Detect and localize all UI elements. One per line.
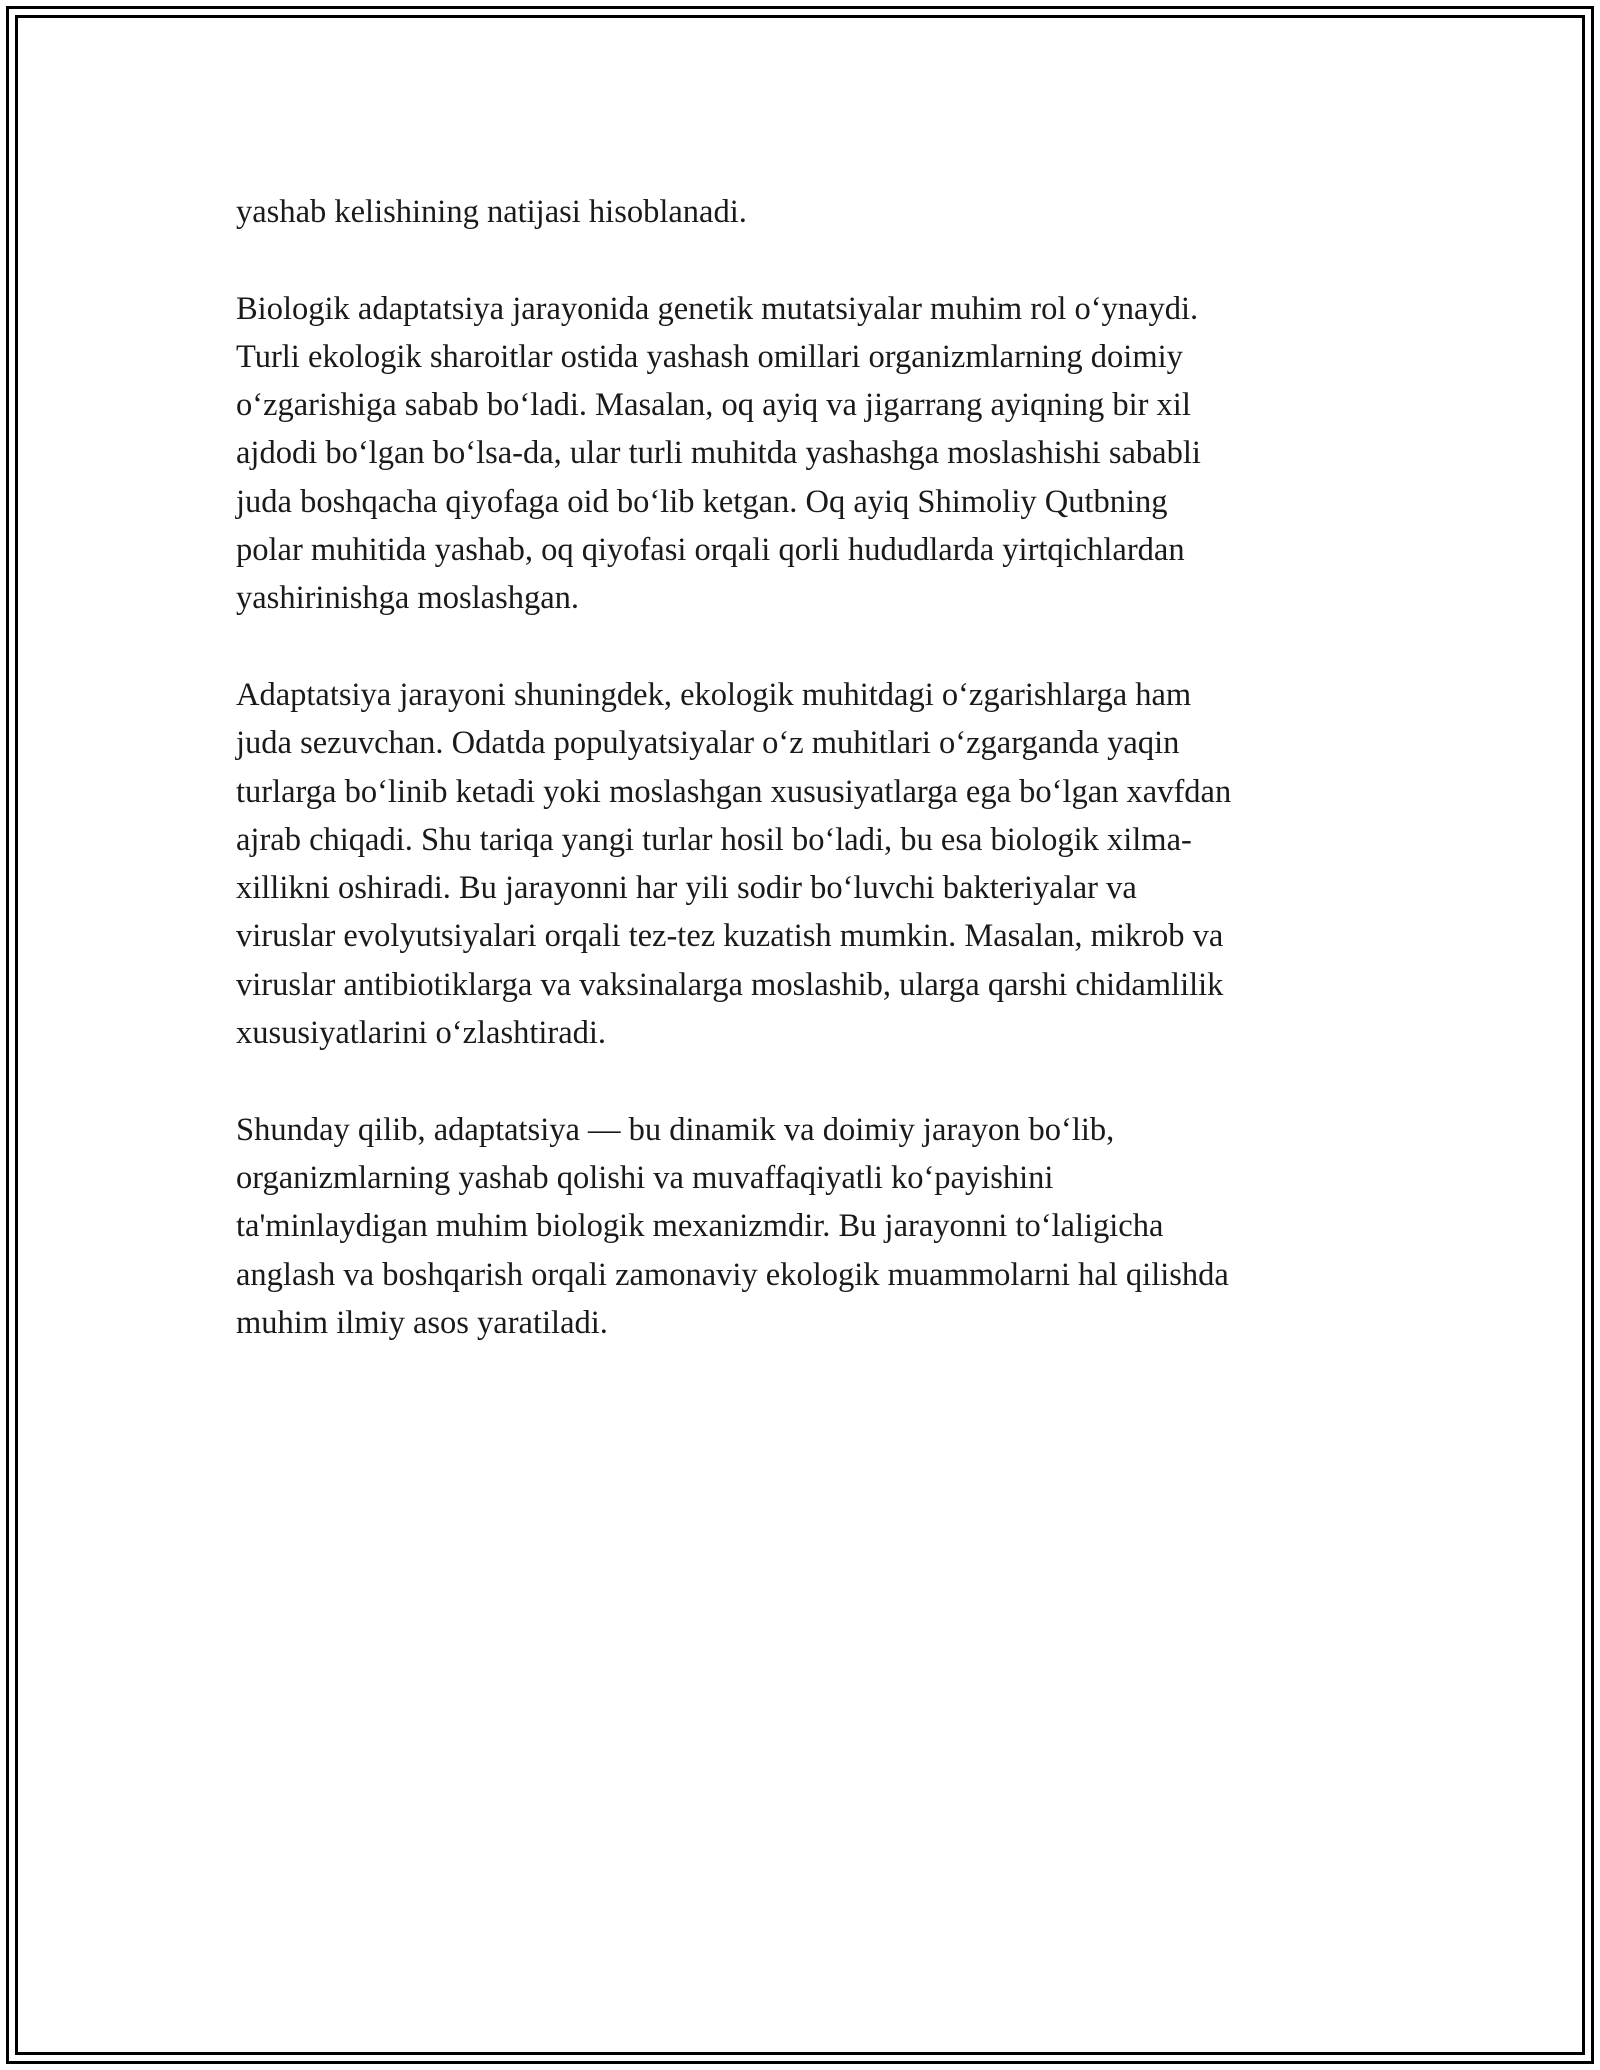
- text-line: anglash va boshqarish orqali zamonaviy ekologik muammolarni hal qilishda: [236, 1256, 1229, 1293]
- text-line: organizmlarning yashab qolishi va muvaffaqiyatli ko‘payishini: [236, 1159, 1054, 1196]
- text-line: viruslar evolyutsiyalari orqali tez-tez kuzatish mumkin. Masalan, mikrob va: [236, 918, 1224, 955]
- text-line: Shunday qilib, adaptatsiya — bu dinamik va doimiy jarayon bo‘lib,: [236, 1111, 1115, 1148]
- paragraph-conclusion: [236, 1106, 1376, 1347]
- document-body: [236, 188, 1376, 1395]
- text-line: juda sezuvchan. Odatda populyatsiyalar o‘z muhitlari o‘zgarganda yaqin: [236, 725, 1180, 762]
- text-line: Biologik adaptatsiya jarayonida genetik mutatsiyalar muhim rol o‘ynaydi.: [236, 290, 1199, 327]
- text-line: Adaptatsiya jarayoni shuningdek, ekologik muhitdagi o‘zgarishlarga ham: [236, 676, 1192, 713]
- paragraph-genetic-mutations: [236, 285, 1376, 623]
- text-line: ajrab chiqadi. Shu tariqa yangi turlar hosil bo‘ladi, bu esa biologik xilma-: [236, 821, 1192, 858]
- text-line: juda boshqacha qiyofaga oid bo‘lib ketgan. Oq ayiq Shimoliy Qutbning: [236, 483, 1168, 520]
- text-line: yashab kelishining natijasi hisoblanadi.: [236, 194, 747, 230]
- paragraph-ecological-changes: [236, 671, 1376, 1057]
- text-line: o‘zgarishiga sabab bo‘ladi. Masalan, oq ayiq va jigarrang ayiqning bir xil: [236, 387, 1191, 424]
- text-line: ta'minlaydigan muhim biologik mexanizmdir. Bu jarayonni to‘laligicha: [236, 1208, 1164, 1245]
- text-line: Turli ekologik sharoitlar ostida yashash omillari organizmlarning doimiy: [236, 338, 1183, 375]
- text-line: viruslar antibiotiklarga va vaksinalarga moslashib, ularga qarshi chidamlilik: [236, 966, 1224, 1003]
- text-line: ajdodi bo‘lgan bo‘lsa-da, ular turli muhitda yashashga moslashishi sababli: [236, 435, 1201, 472]
- text-line: xususiyatlarini o‘zlashtiradi.: [236, 1015, 607, 1052]
- text-line: muhim ilmiy asos yaratiladi.: [236, 1304, 608, 1341]
- text-line: xillikni oshiradi. Bu jarayonni har yili sodir bo‘luvchi bakteriyalar va: [236, 870, 1137, 907]
- text-line: turlarga bo‘linib ketadi yoki moslashgan xususiyatlarga ega bo‘lgan xavfdan: [236, 773, 1232, 810]
- text-line: yashirinishga moslashgan.: [236, 580, 580, 617]
- text-line: polar muhitida yashab, oq qiyofasi orqali qorli hududlarda yirtqichlardan: [236, 532, 1185, 569]
- paragraph-continuation: [236, 188, 1376, 236]
